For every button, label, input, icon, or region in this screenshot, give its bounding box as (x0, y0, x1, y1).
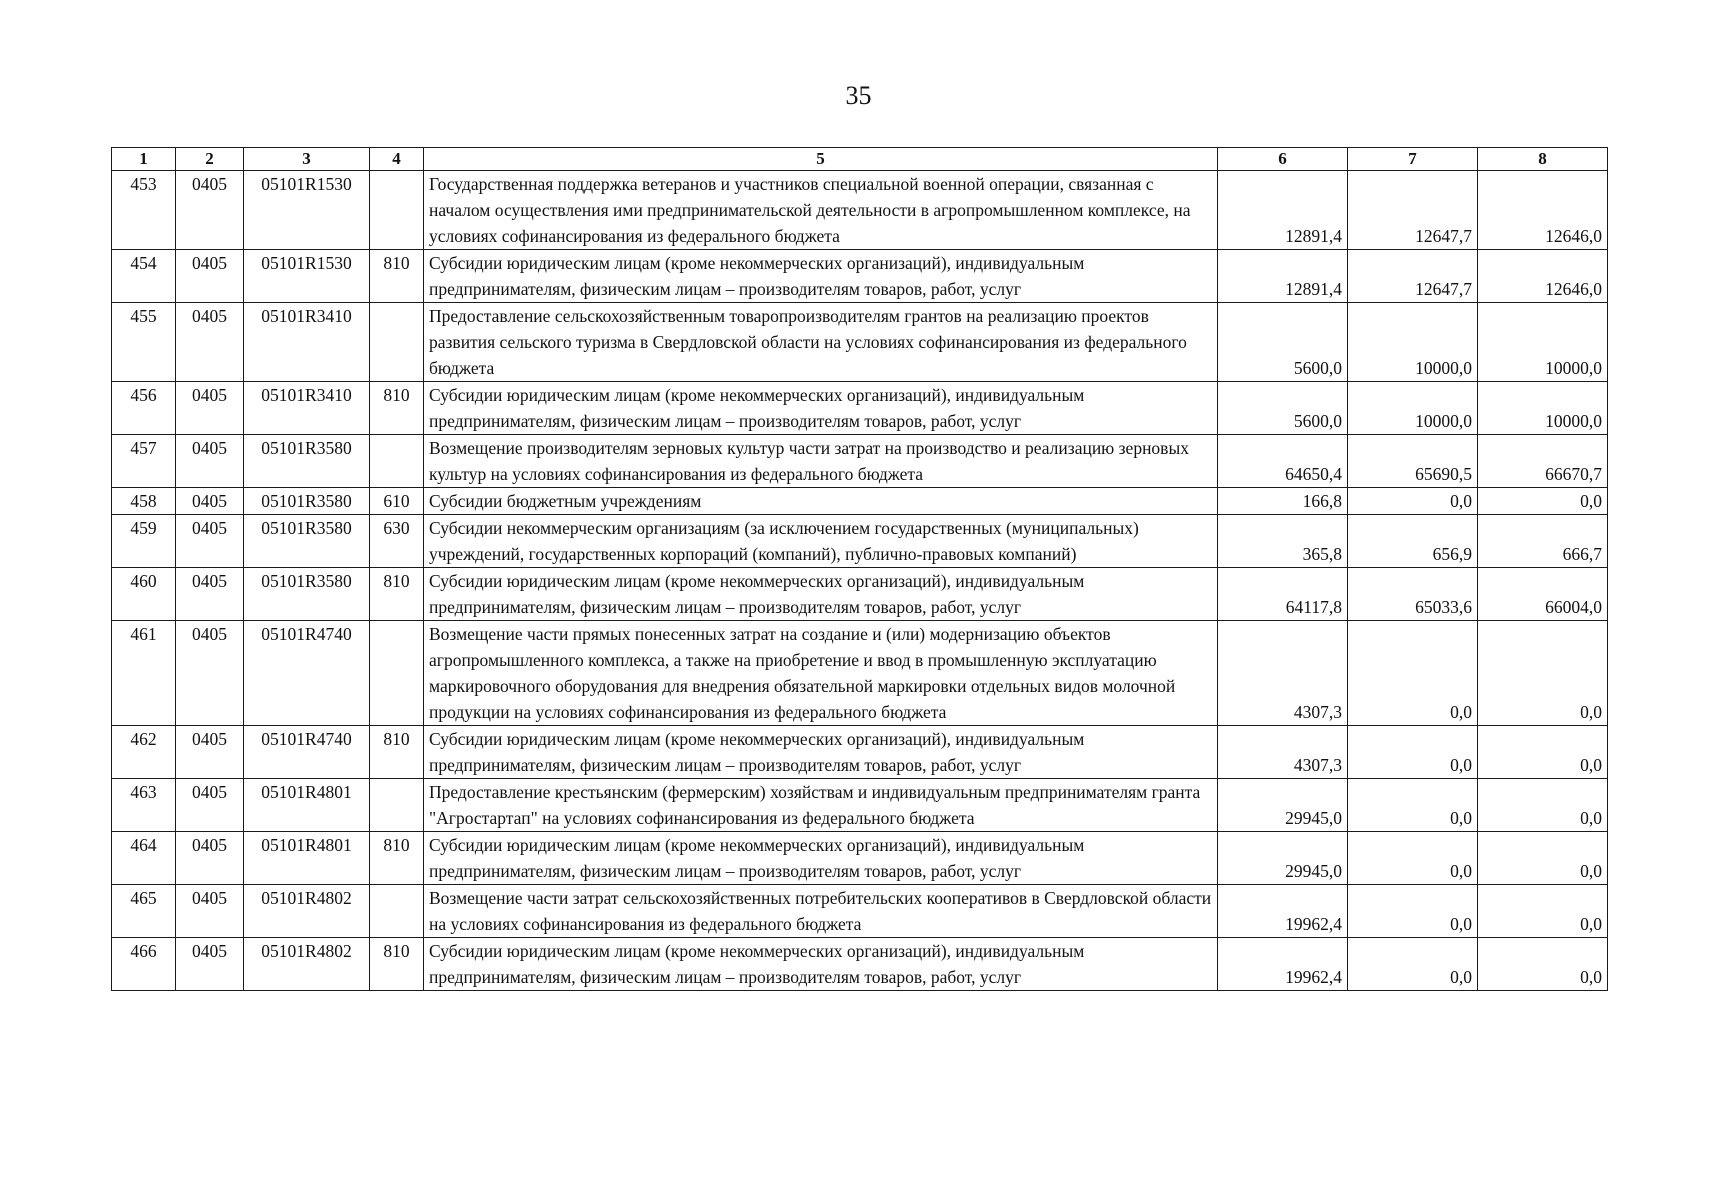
row-name: Предоставление сельскохозяйственным товаропроизводителям грантов на реализацию проектов развития сельского туризма в Свердловской области на условиях софинансирования из федерального бюджета (424, 303, 1218, 382)
amount-col-8: 0,0 (1478, 832, 1608, 885)
row-number: 465 (112, 885, 176, 938)
target-article-code: 05101R3580 (244, 568, 370, 621)
row-number: 455 (112, 303, 176, 382)
expense-type-code: 810 (370, 568, 424, 621)
row-name: Субсидии юридическим лицам (кроме некоммерческих организаций), индивидуальным предпринимателям, физическим лицам – производителям товаров, работ, услуг (424, 938, 1218, 991)
row-name: Возмещение части прямых понесенных затрат на создание и (или) модернизацию объектов агропромышленного комплекса, а также на приобретение и ввод в промышленную эксплуатацию маркировочного оборудования для внедрения обязательной маркировки отдельных видов молочной продукции на условиях софинансирования из федерального бюджета (424, 621, 1218, 726)
section-code: 0405 (176, 779, 244, 832)
column-header-1: 1 (112, 148, 176, 171)
target-article-code: 05101R3580 (244, 488, 370, 515)
amount-col-8: 66004,0 (1478, 568, 1608, 621)
table-row (112, 488, 1608, 515)
amount-col-6: 19962,4 (1218, 885, 1348, 938)
expense-type-code (370, 303, 424, 382)
amount-col-6: 365,8 (1218, 515, 1348, 568)
table-row (112, 726, 1608, 779)
row-name: Предоставление крестьянским (фермерским) хозяйствам и индивидуальным предпринимателям гранта "Агростартап" на условиях софинансирования из федерального бюджета (424, 779, 1218, 832)
row-number: 464 (112, 832, 176, 885)
amount-col-8: 666,7 (1478, 515, 1608, 568)
expense-type-code: 610 (370, 488, 424, 515)
amount-col-6: 19962,4 (1218, 938, 1348, 991)
amount-col-7: 10000,0 (1348, 303, 1478, 382)
amount-col-6: 166,8 (1218, 488, 1348, 515)
amount-col-7: 65690,5 (1348, 435, 1478, 488)
row-number: 462 (112, 726, 176, 779)
row-number: 454 (112, 250, 176, 303)
row-name: Субсидии юридическим лицам (кроме некоммерческих организаций), индивидуальным предпринимателям, физическим лицам – производителям товаров, работ, услуг (424, 250, 1218, 303)
amount-col-6: 29945,0 (1218, 779, 1348, 832)
table-row (112, 435, 1608, 488)
row-name: Государственная поддержка ветеранов и участников специальной военной операции, связанная с началом осуществления ими предпринимательской деятельности в агропромышленном комплексе, на условиях софинансирования из федерального бюджета (424, 171, 1218, 250)
table-row (112, 515, 1608, 568)
section-code: 0405 (176, 515, 244, 568)
expense-type-code (370, 779, 424, 832)
amount-col-8: 10000,0 (1478, 382, 1608, 435)
section-code: 0405 (176, 171, 244, 250)
table-row (112, 250, 1608, 303)
amount-col-6: 5600,0 (1218, 303, 1348, 382)
amount-col-8: 0,0 (1478, 726, 1608, 779)
row-name: Субсидии юридическим лицам (кроме некоммерческих организаций), индивидуальным предпринимателям, физическим лицам – производителям товаров, работ, услуг (424, 832, 1218, 885)
section-code: 0405 (176, 303, 244, 382)
table-row (112, 885, 1608, 938)
amount-col-8: 10000,0 (1478, 303, 1608, 382)
row-number: 460 (112, 568, 176, 621)
section-code: 0405 (176, 938, 244, 991)
amount-col-6: 64117,8 (1218, 568, 1348, 621)
row-number: 466 (112, 938, 176, 991)
expense-type-code: 810 (370, 726, 424, 779)
column-header-2: 2 (176, 148, 244, 171)
amount-col-7: 0,0 (1348, 488, 1478, 515)
amount-col-7: 0,0 (1348, 779, 1478, 832)
table-row (112, 171, 1608, 250)
amount-col-8: 66670,7 (1478, 435, 1608, 488)
amount-col-7: 0,0 (1348, 885, 1478, 938)
amount-col-7: 10000,0 (1348, 382, 1478, 435)
expense-type-code: 810 (370, 938, 424, 991)
amount-col-7: 0,0 (1348, 726, 1478, 779)
row-name: Субсидии некоммерческим организациям (за исключением государственных (муниципальных) учреждений, государственных корпораций (компаний), публично-правовых компаний) (424, 515, 1218, 568)
amount-col-7: 656,9 (1348, 515, 1478, 568)
target-article-code: 05101R1530 (244, 250, 370, 303)
section-code: 0405 (176, 568, 244, 621)
table-row (112, 382, 1608, 435)
amount-col-6: 64650,4 (1218, 435, 1348, 488)
amount-col-7: 65033,6 (1348, 568, 1478, 621)
section-code: 0405 (176, 488, 244, 515)
row-name: Субсидии юридическим лицам (кроме некоммерческих организаций), индивидуальным предпринимателям, физическим лицам – производителям товаров, работ, услуг (424, 568, 1218, 621)
target-article-code: 05101R1530 (244, 171, 370, 250)
section-code: 0405 (176, 885, 244, 938)
row-number: 461 (112, 621, 176, 726)
column-header-7: 7 (1348, 148, 1478, 171)
table-row (112, 938, 1608, 991)
table-header-row (112, 148, 1608, 171)
row-number: 453 (112, 171, 176, 250)
amount-col-8: 0,0 (1478, 938, 1608, 991)
amount-col-7: 0,0 (1348, 621, 1478, 726)
row-number: 457 (112, 435, 176, 488)
section-code: 0405 (176, 250, 244, 303)
column-header-5: 5 (424, 148, 1218, 171)
amount-col-8: 0,0 (1478, 779, 1608, 832)
row-name: Субсидии юридическим лицам (кроме некоммерческих организаций), индивидуальным предпринимателям, физическим лицам – производителям товаров, работ, услуг (424, 726, 1218, 779)
target-article-code: 05101R3580 (244, 515, 370, 568)
amount-col-6: 12891,4 (1218, 250, 1348, 303)
row-number: 458 (112, 488, 176, 515)
page-number: 35 (845, 81, 872, 110)
expense-type-code: 810 (370, 382, 424, 435)
amount-col-7: 12647,7 (1348, 250, 1478, 303)
expense-type-code (370, 171, 424, 250)
target-article-code: 05101R4740 (244, 726, 370, 779)
amount-col-6: 12891,4 (1218, 171, 1348, 250)
section-code: 0405 (176, 382, 244, 435)
column-header-6: 6 (1218, 148, 1348, 171)
expense-type-code: 630 (370, 515, 424, 568)
table-row (112, 303, 1608, 382)
section-code: 0405 (176, 832, 244, 885)
amount-col-7: 0,0 (1348, 832, 1478, 885)
table-row (112, 832, 1608, 885)
row-name: Субсидии юридическим лицам (кроме некоммерческих организаций), индивидуальным предпринимателям, физическим лицам – производителям товаров, работ, услуг (424, 382, 1218, 435)
amount-col-6: 5600,0 (1218, 382, 1348, 435)
amount-col-8: 12646,0 (1478, 171, 1608, 250)
row-name: Возмещение части затрат сельскохозяйственных потребительских кооперативов в Свердловской области на условиях софинансирования из федерального бюджета (424, 885, 1218, 938)
amount-col-7: 12647,7 (1348, 171, 1478, 250)
table-row (112, 621, 1608, 726)
target-article-code: 05101R4740 (244, 621, 370, 726)
target-article-code: 05101R4802 (244, 885, 370, 938)
table-row (112, 779, 1608, 832)
amount-col-6: 4307,3 (1218, 726, 1348, 779)
expense-type-code (370, 885, 424, 938)
table-body (112, 171, 1608, 991)
section-code: 0405 (176, 621, 244, 726)
column-header-4: 4 (370, 148, 424, 171)
target-article-code: 05101R4801 (244, 779, 370, 832)
table-row (112, 568, 1608, 621)
budget-table (111, 147, 1608, 991)
amount-col-6: 29945,0 (1218, 832, 1348, 885)
section-code: 0405 (176, 726, 244, 779)
amount-col-8: 0,0 (1478, 488, 1608, 515)
row-name: Субсидии бюджетным учреждениям (424, 488, 1218, 515)
expense-type-code (370, 435, 424, 488)
section-code: 0405 (176, 435, 244, 488)
target-article-code: 05101R3410 (244, 303, 370, 382)
expense-type-code (370, 621, 424, 726)
amount-col-7: 0,0 (1348, 938, 1478, 991)
row-number: 456 (112, 382, 176, 435)
amount-col-8: 0,0 (1478, 621, 1608, 726)
amount-col-8: 12646,0 (1478, 250, 1608, 303)
amount-col-8: 0,0 (1478, 885, 1608, 938)
target-article-code: 05101R4801 (244, 832, 370, 885)
row-number: 459 (112, 515, 176, 568)
target-article-code: 05101R3410 (244, 382, 370, 435)
row-number: 463 (112, 779, 176, 832)
column-header-8: 8 (1478, 148, 1608, 171)
amount-col-6: 4307,3 (1218, 621, 1348, 726)
row-name: Возмещение производителям зерновых культур части затрат на производство и реализацию зерновых культур на условиях софинансирования из федерального бюджета (424, 435, 1218, 488)
target-article-code: 05101R4802 (244, 938, 370, 991)
column-header-3: 3 (244, 148, 370, 171)
expense-type-code: 810 (370, 250, 424, 303)
target-article-code: 05101R3580 (244, 435, 370, 488)
expense-type-code: 810 (370, 832, 424, 885)
